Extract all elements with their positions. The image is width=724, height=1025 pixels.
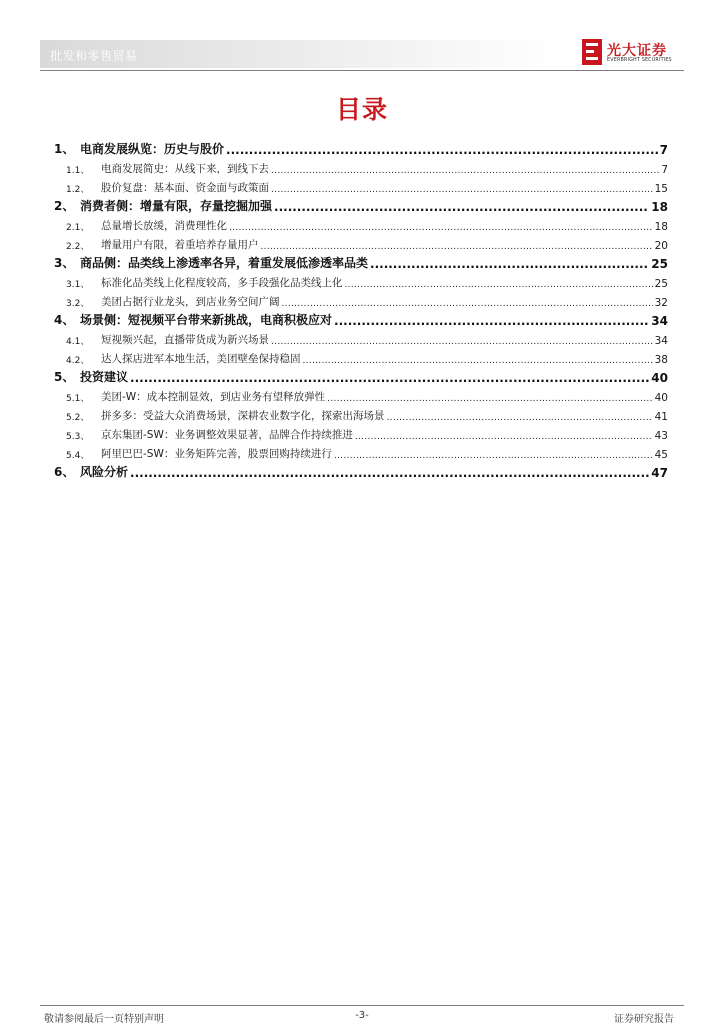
footer-disclaimer: 敬请参阅最后一页特别声明 (44, 1014, 164, 1025)
toc-entry-number: 2、 (54, 199, 75, 213)
toc-entry-section[interactable] (54, 233, 668, 252)
toc-entry-title: 商品侧：品类线上渗透率各异，着重发展低渗透率品类 (80, 256, 369, 270)
toc-entry-title: 消费者侧：增量有限，存量挖掘加强 (80, 199, 273, 213)
logo-text-en: EVERBRIGHT SECURITIES (607, 58, 672, 63)
toc-entry-number: 2.1、 (66, 223, 90, 233)
toc-entry-page: 25 (654, 278, 668, 290)
toc-leader-dots (130, 371, 649, 385)
toc-entry-title: 标准化品类线上化程度较高，多手段强化品类线上化 (101, 277, 343, 289)
toc-entry-number: 6、 (54, 465, 75, 479)
toc-entry-section[interactable] (54, 176, 668, 195)
toc-entry-page: 40 (651, 371, 668, 385)
toc-leader-dots (261, 242, 653, 252)
toc-entry-section[interactable] (54, 271, 668, 290)
toc-entry-title: 拼多多：受益大众消费场景，深耕农业数字化，探索出海场景 (101, 410, 385, 422)
toc-entry-number: 1.1、 (66, 166, 90, 176)
toc-leader-dots (303, 356, 653, 366)
toc-entry-title: 电商发展纵览：历史与股价 (80, 142, 225, 156)
toc-leader-dots (271, 337, 653, 347)
toc-entry-number: 5.1、 (66, 394, 90, 404)
toc-entry-title: 达人探店进军本地生活，美团壁垒保持稳固 (101, 353, 301, 365)
toc-entry-title: 风险分析 (80, 465, 129, 479)
toc-entry-page: 40 (654, 392, 668, 404)
toc-entry-section[interactable] (54, 214, 668, 233)
company-logo (582, 38, 692, 68)
toc-leader-dots (370, 257, 649, 271)
toc-entry-number: 3.1、 (66, 280, 90, 290)
toc-entry-number: 4.2、 (66, 356, 90, 366)
toc-entry-section[interactable] (54, 423, 668, 442)
toc-entry-page: 20 (654, 240, 668, 252)
toc-leader-dots (345, 280, 653, 290)
toc-leader-dots (274, 200, 649, 214)
toc-entry-section[interactable] (54, 385, 668, 404)
toc-entry-chapter[interactable] (54, 309, 668, 328)
toc-entry-page: 18 (654, 221, 668, 233)
toc-entry-page: 32 (654, 297, 668, 309)
toc-leader-dots (282, 299, 653, 309)
toc-entry-page: 15 (654, 183, 668, 195)
toc-entry-page: 7 (659, 143, 668, 157)
header-category-band (40, 40, 560, 68)
toc-leader-dots (387, 413, 653, 423)
footer-divider (40, 1005, 684, 1006)
page-title: 目录 (335, 95, 388, 124)
toc-entry-number: 5.2、 (66, 413, 90, 423)
toc-entry-chapter[interactable] (54, 366, 668, 385)
toc-entry-number: 1.2、 (66, 185, 90, 195)
toc-entry-number: 5、 (54, 370, 75, 384)
toc-entry-title: 电商发展简史：从线下来，到线下去 (101, 163, 269, 175)
toc-leader-dots (130, 466, 649, 480)
toc-leader-dots (355, 432, 653, 442)
everbright-logo-icon (582, 39, 602, 65)
toc-entry-page: 34 (651, 314, 668, 328)
toc-entry-page: 7 (661, 164, 668, 176)
table-of-contents (54, 138, 668, 480)
toc-entry-title: 投资建议 (80, 370, 129, 384)
toc-leader-dots (334, 451, 653, 461)
toc-entry-page: 34 (654, 335, 668, 347)
header-category: 批发和零售贸易 (50, 49, 138, 63)
toc-leader-dots (229, 223, 653, 233)
toc-entry-title: 场景侧：短视频平台带来新挑战，电商积极应对 (80, 313, 333, 327)
toc-entry-number: 4.1、 (66, 337, 90, 347)
toc-entry-section[interactable] (54, 442, 668, 461)
toc-entry-title: 京东集团-SW：业务调整效果显著，品牌合作持续推进 (101, 429, 353, 441)
toc-entry-title: 阿里巴巴-SW：业务矩阵完善，股票回购持续进行 (101, 448, 332, 460)
toc-entry-chapter[interactable] (54, 195, 668, 214)
toc-entry-chapter[interactable] (54, 461, 668, 480)
toc-entry-section[interactable] (54, 328, 668, 347)
toc-entry-section[interactable] (54, 290, 668, 309)
toc-entry-section[interactable] (54, 404, 668, 423)
toc-entry-title: 股价复盘：基本面、资金面与政策面 (101, 182, 269, 194)
logo-text-cn: 光大证券 (607, 43, 667, 59)
toc-entry-page: 45 (654, 449, 668, 461)
toc-leader-dots (334, 314, 649, 328)
toc-entry-title: 美团占据行业龙头，到店业务空间广阔 (101, 296, 280, 308)
toc-entry-page: 38 (654, 354, 668, 366)
toc-leader-dots (271, 166, 659, 176)
toc-entry-number: 1、 (54, 142, 75, 156)
toc-entry-title: 美团-W：成本控制显效，到店业务有望释放弹性 (101, 391, 326, 403)
toc-leader-dots (327, 394, 652, 404)
toc-entry-chapter[interactable] (54, 138, 668, 157)
toc-entry-section[interactable] (54, 157, 668, 176)
toc-leader-dots (226, 143, 658, 157)
footer-page-number: -3- (355, 1010, 369, 1021)
toc-entry-number: 2.2、 (66, 242, 90, 252)
toc-entry-page: 41 (654, 411, 668, 423)
toc-entry-title: 总量增长放缓，消费理性化 (101, 220, 227, 232)
footer-report-type: 证券研究报告 (614, 1014, 674, 1025)
header-divider (40, 70, 684, 71)
toc-entry-title: 增量用户有限，着重培养存量用户 (101, 239, 259, 251)
toc-entry-number: 4、 (54, 313, 75, 327)
toc-entry-number: 5.3、 (66, 432, 90, 442)
toc-entry-chapter[interactable] (54, 252, 668, 271)
toc-entry-section[interactable] (54, 347, 668, 366)
toc-entry-number: 5.4、 (66, 451, 90, 461)
toc-entry-number: 3.2、 (66, 299, 90, 309)
toc-leader-dots (271, 185, 653, 195)
toc-entry-title: 短视频兴起，直播带货成为新兴场景 (101, 334, 269, 346)
toc-entry-page: 18 (651, 200, 668, 214)
toc-entry-page: 25 (651, 257, 668, 271)
toc-entry-number: 3、 (54, 256, 75, 270)
toc-entry-page: 43 (654, 430, 668, 442)
toc-entry-page: 47 (651, 466, 668, 480)
